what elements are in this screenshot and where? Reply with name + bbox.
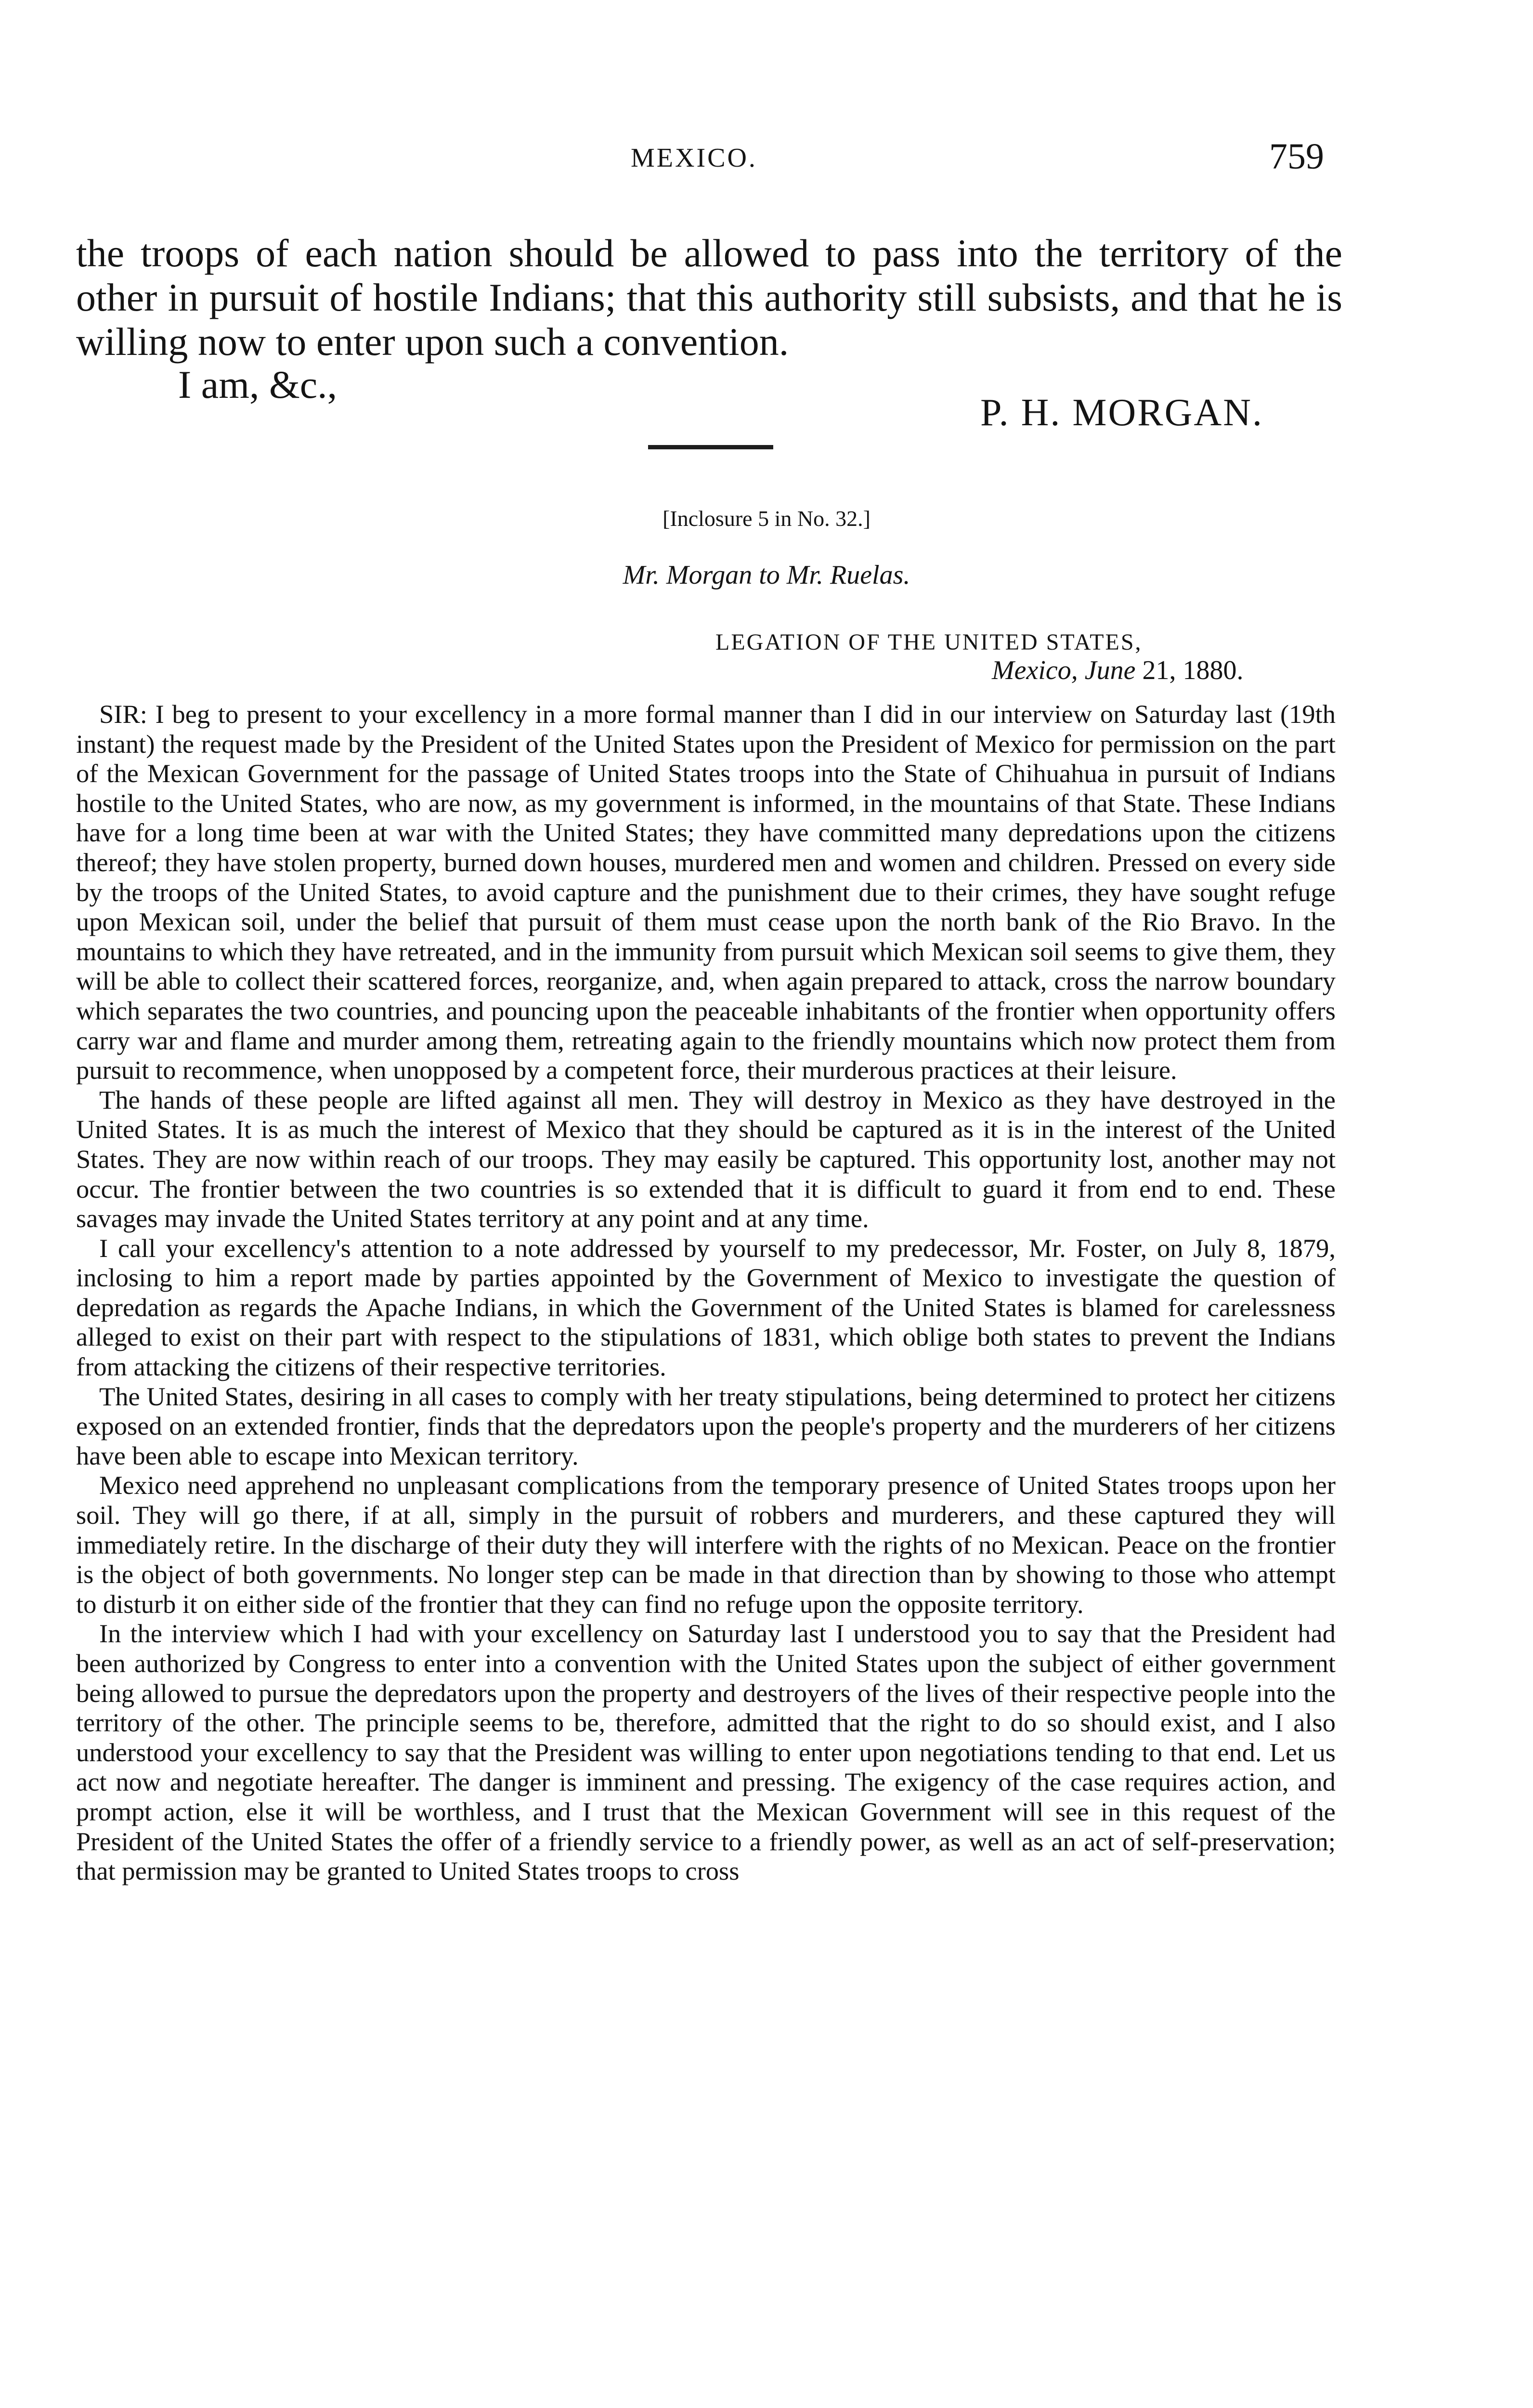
date-line: [992, 655, 1243, 686]
complimentary-close: I am, &c.,: [178, 363, 338, 406]
enclosure-note: [Inclosure 5 in No. 32.]: [663, 506, 870, 531]
page-number: 759: [1269, 136, 1324, 177]
date-city: Mexico, June: [992, 655, 1136, 685]
previous-letter-closing: [76, 231, 1342, 364]
body-paragraph: The United States, desiring in all cases to comply with her treaty stipulations, being determined to protect her citizens exposed on an extended frontier, finds that the depredators upon the people's property and the murderers of her citizens have been able to escape into Mexican territory.: [76, 1381, 1336, 1470]
letter-body: [76, 699, 1336, 1886]
section-divider: [648, 445, 773, 449]
date-rest: 21, 1880.: [1135, 655, 1244, 685]
signature: P. H. MORGAN.: [980, 392, 1263, 434]
legation-heading: LEGATION OF THE UNITED STATES,: [715, 629, 1143, 655]
body-paragraph: I call your excellency's attention to a note addressed by yourself to my predecessor, Mr. Foster, on July 8, 1879, inclosing to him a report made by parties appointed by the Government of Mexico to investigate the question of depredation as regards the Apache Indians, in which the Government of the United States is blamed for carelessness alleged to exist on their part with respect to the stipulations of 1831, which oblige both states to prevent the Indians from attacking the citizens of their respective territories.: [76, 1233, 1336, 1382]
body-paragraph: Mexico need apprehend no unpleasant complications from the temporary presence of United States troops upon her soil. They will go there, if at all, simply in the pursuit of robbers and murderers, and these captured they will immediately retire. In the discharge of their duty they will interfere with the rights of no Mexican. Peace on the frontier is the object of both governments. No longer step can be made in that direction than by showing to those who attempt to disturb it on either side of the frontier that they can find no refuge upon the opposite territory.: [76, 1470, 1336, 1619]
running-title: MEXICO.: [631, 143, 757, 173]
body-paragraph: The hands of these people are lifted against all men. They will destroy in Mexico as they have destroyed in the United States. It is as much the interest of Mexico that they should be captured as it is in the interest of the United States. They are now within reach of our troops. They may easily be captured. This opportunity lost, another may not occur. The frontier between the two countries is so extended that it is difficult to guard it from end to end. These savages may invade the United States territory at any point and at any time.: [76, 1085, 1336, 1233]
closing-paragraph: the troops of each nation should be allowed to pass into the territory of the other in pursuit of hostile Indians; that this authority still subsists, and that he is willing now to enter upon such a convention.: [76, 231, 1342, 364]
body-paragraph: SIR: I beg to present to your excellency in a more formal manner than I did in our interview on Saturday last (19th instant) the request made by the President of the United States upon the President of Mexico for permission on the part of the Mexican Government for the passage of United States troops into the State of Chihuahua in pursuit of Indians hostile to the United States, who are now, as my government is informed, in the mountains of that State. These Indians have for a long time been at war with the United States; they have committed many depredations upon the citizens thereof; they have stolen property, burned down houses, murdered men and women and children. Pressed on every side by the troops of the United States, to avoid capture and the punishment due to their crimes, they have sought refuge upon Mexican soil, under the belief that pursuit of them must cease upon the north bank of the Rio Bravo. In the mountains to which they have retreated, and in the immunity from pursuit which Mexican soil seems to give them, they will be able to collect their scattered forces, reorganize, and, when again prepared to attack, cross the narrow boundary which separates the two countries, and pouncing upon the peaceable inhabitants of the frontier when opportunity offers carry war and flame and murder among them, retreating again to the friendly mountains which now protect them from pursuit to recommence, when unopposed by a competent force, their murderous practices at their leisure.: [76, 699, 1336, 1085]
body-paragraph: In the interview which I had with your excellency on Saturday last I understood you to say that the President had been authorized by Congress to enter into a convention with the United States upon the subject of either government being allowed to pursue the depredators upon the property and destroyers of the lives of their respective people into the territory of the other. The principle seems to be, therefore, admitted that the right to do so should exist, and I also understood your excellency to say that the President was willing to enter upon negotiations tending to that end. Let us act now and negotiate hereafter. The danger is imminent and pressing. The exigency of the case requires action, and prompt action, else it will be worthless, and I trust that the Mexican Government will see in this request of the President of the United States the offer of a friendly service to a friendly power, as well as an act of self-preservation; that permission may be granted to United States troops to cross: [76, 1619, 1336, 1886]
letter-title: Mr. Morgan to Mr. Ruelas.: [623, 560, 910, 590]
